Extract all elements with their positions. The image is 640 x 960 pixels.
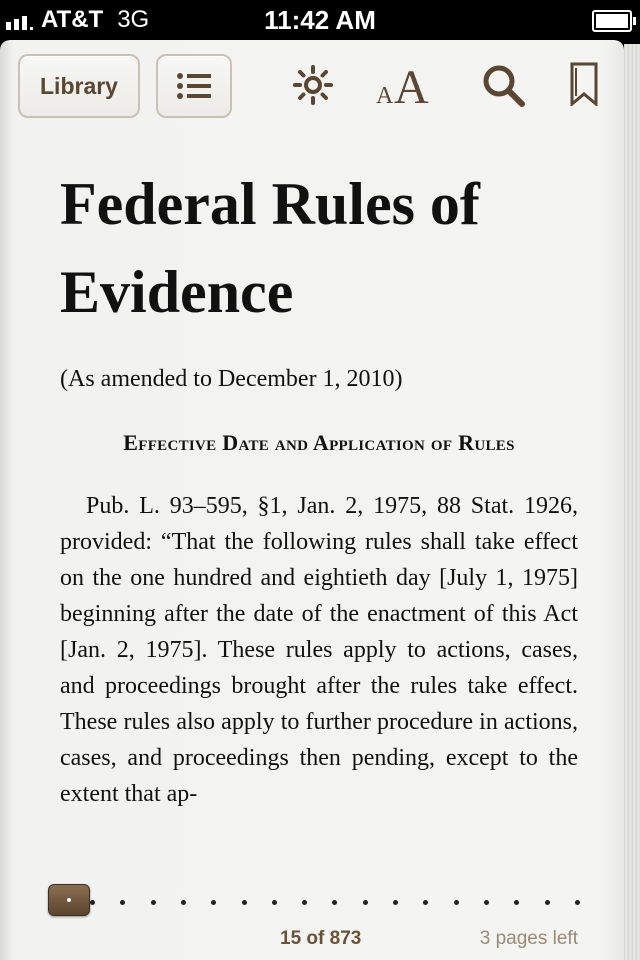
amended-note: (As amended to December 1, 2010) — [60, 366, 403, 392]
scrubber-dot — [393, 900, 398, 905]
scrubber-dot — [545, 900, 550, 905]
section-heading: Effective Date and Application of Rules — [123, 430, 515, 455]
scrubber-dot — [242, 900, 247, 905]
scrubber-dot — [151, 900, 156, 905]
bookmark-icon — [570, 62, 598, 106]
brightness-icon — [293, 65, 333, 105]
page-number: 15 of 873 — [280, 928, 362, 949]
book-title — [60, 160, 578, 336]
scrubber-dot — [272, 900, 277, 905]
search-icon — [481, 63, 525, 107]
bookmark-button[interactable] — [568, 62, 600, 106]
table-of-contents-button[interactable] — [156, 54, 232, 118]
carrier-label: AT&T — [41, 6, 104, 33]
pages-left: 3 pages left — [479, 928, 578, 949]
scrubber-thumb[interactable] — [48, 884, 90, 916]
font-size-icon — [372, 58, 436, 108]
scrubber-dot — [211, 900, 216, 905]
book-title-line2: Evidence — [60, 259, 294, 325]
book-title-line1: Federal Rules of — [60, 171, 480, 237]
body-paragraph: Pub. L. 93–595, §1, Jan. 2, 1975, 88 Stat. 1926, provided: “That the following rules shall take effect on the one hundred and eightieth day [July 1, 1975] beginning after the date of the enactment of this Act [Jan. 2, 1975]. These rules apply to actions, cases, and proceedings brought after the rules take effect. These rules also apply to further procedure in actions, cases, and proceedings then pending, except to the extent that ap- — [60, 493, 578, 807]
search-button[interactable] — [480, 62, 526, 108]
scrubber-dot — [575, 900, 580, 905]
scrubber-dot — [363, 900, 368, 905]
svg-text:A: A — [394, 61, 429, 108]
scrubber-dot — [181, 900, 186, 905]
scrubber-dot — [120, 900, 125, 905]
scrubber-dot — [514, 900, 519, 905]
network-label: 3G — [117, 6, 150, 33]
brightness-button[interactable] — [292, 64, 334, 106]
scrubber-dot — [454, 900, 459, 905]
page-edge — [624, 44, 640, 960]
scrubber-dot — [332, 900, 337, 905]
scrubber-dot — [484, 900, 489, 905]
page-scrubber[interactable] — [48, 884, 578, 920]
scrubber-dot — [90, 900, 95, 905]
library-button[interactable]: Library — [18, 54, 140, 118]
status-bar — [0, 0, 640, 40]
font-size-button[interactable] — [372, 58, 436, 108]
svg-text:A: A — [376, 83, 394, 108]
list-icon — [177, 73, 211, 99]
scrubber-dot — [423, 900, 428, 905]
status-time: 11:42 AM — [264, 5, 376, 35]
scrubber-dot — [302, 900, 307, 905]
battery-icon — [592, 10, 632, 32]
